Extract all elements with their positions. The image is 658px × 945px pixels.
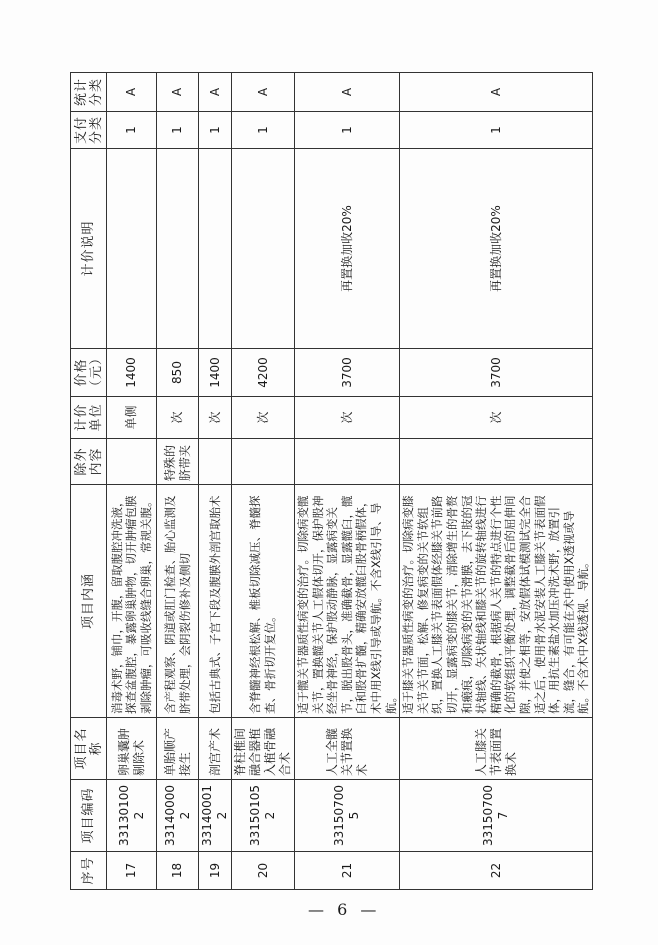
cell-stat: A [295, 73, 400, 112]
cell-excluded [232, 439, 295, 485]
cell-code: 331507005 [295, 780, 400, 852]
price-table-frame [70, 73, 591, 890]
cell-code: 331301002 [107, 780, 157, 852]
table-row [295, 73, 400, 890]
cell-seq: 22 [400, 852, 593, 890]
cell-unit: 次 [199, 397, 232, 439]
cell-unit: 单侧 [107, 397, 157, 439]
cell-price: 3700 [400, 349, 593, 397]
cell-note [107, 149, 157, 349]
cell-seq: 17 [107, 852, 157, 890]
cell-content: 包括古典式、子宫下段及腹膜外剖宫取胎术 [199, 485, 232, 718]
cell-stat: A [157, 73, 199, 112]
cell-pay: 1 [199, 112, 232, 149]
table-row [400, 73, 593, 890]
cell-pay: 1 [232, 112, 295, 149]
cell-pay: 1 [400, 112, 593, 149]
header-code: 项目编码 [71, 780, 107, 852]
table-row [107, 73, 157, 890]
table-row [157, 73, 199, 890]
header-content: 项目内涵 [71, 485, 107, 718]
cell-unit: 次 [295, 397, 400, 439]
table-row [232, 73, 295, 890]
header-price: 价格（元） [71, 349, 107, 397]
cell-unit: 次 [157, 397, 199, 439]
cell-name: 人工全髋关节置换术 [295, 718, 400, 780]
cell-note [232, 149, 295, 349]
cell-name: 剖宫产术 [199, 718, 232, 780]
cell-excluded [107, 439, 157, 485]
header-name: 项目名称 [71, 718, 107, 780]
header-stat: 统计分类 [71, 73, 107, 112]
cell-content: 含产程观察、阴道或肛门检查、胎心监测及脐带处理，会阴裂伤修补及侧切 [157, 485, 199, 718]
cell-seq: 18 [157, 852, 199, 890]
cell-excluded: 特殊的脐带夹 [157, 439, 199, 485]
cell-excluded [199, 439, 232, 485]
cell-stat: A [107, 73, 157, 112]
cell-note [199, 149, 232, 349]
header-unit: 计价单位 [71, 397, 107, 439]
cell-price: 3700 [295, 349, 400, 397]
cell-stat: A [232, 73, 295, 112]
header-seq: 序号 [71, 852, 107, 890]
cell-pay: 1 [295, 112, 400, 149]
cell-name: 单胎顺产接生 [157, 718, 199, 780]
cell-content: 含脊髓神经根松解、椎板切除减压、脊髓探查、骨折切开复位。 [232, 485, 295, 718]
cell-stat: A [199, 73, 232, 112]
cell-code: 331501052 [232, 780, 295, 852]
medical-service-price-table [70, 72, 593, 890]
cell-name: 卵巢囊肿剔除术 [107, 718, 157, 780]
cell-seq: 20 [232, 852, 295, 890]
page-number: — 6 — [308, 900, 381, 919]
cell-note: 再置换加收20% [295, 149, 400, 349]
cell-seq: 19 [199, 852, 232, 890]
table-header-row [71, 73, 107, 890]
cell-price: 1400 [107, 349, 157, 397]
cell-note: 再置换加收20% [400, 149, 593, 349]
cell-name: 脊柱椎间融合器植入植骨融合术 [232, 718, 295, 780]
cell-stat: A [400, 73, 593, 112]
cell-code: 331400012 [199, 780, 232, 852]
cell-price: 1400 [199, 349, 232, 397]
cell-seq: 21 [295, 852, 400, 890]
cell-content: 适于膝关节器质性病变的治疗。切除病变膝关节关节面，松解、修复病变的关节软组织，置换人工膝关节表面假体经膝关节前路切开，显露病变的膝关节，清除增生的骨赘和瘢痕，切除病变的关节滑膜，去下肢的冠状轴线、矢状轴线和膝关节的旋转轴线进行精确的截骨，根据病人关节的特点进行个性化的软组织平衡处理，调整截骨后的屈伸间隙，并使之相等，安放假体试模测试完全合适之后，使用骨水泥安装人工膝关节表面假体，用抗生素盐水加压冲洗术野，放置引流，缝合，有可能在术中使用X透视或导航。不含术中X线透视、导航。 [400, 485, 593, 718]
cell-name: 人工膝关节表面置换术 [400, 718, 593, 780]
header-excluded: 除外内容 [71, 439, 107, 485]
cell-unit: 次 [400, 397, 593, 439]
cell-pay: 1 [107, 112, 157, 149]
cell-code: 331400002 [157, 780, 199, 852]
cell-excluded [400, 439, 593, 485]
table-row [199, 73, 232, 890]
cell-excluded [295, 439, 400, 485]
cell-note [157, 149, 199, 349]
header-note: 计价说明 [71, 149, 107, 349]
cell-unit: 次 [232, 397, 295, 439]
cell-price: 4200 [232, 349, 295, 397]
header-pay: 支付分类 [71, 112, 107, 149]
cell-content: 消毒术野，铺巾，开腹，留取腹腔冲洗液，探查盆腹腔，暴露卵巢肿物，切开肿瘤包膜剥除肿瘤，可吸收线缝合卵巢，常规关腹。 [107, 485, 157, 718]
cell-code: 331507007 [400, 780, 593, 852]
cell-pay: 1 [157, 112, 199, 149]
cell-price: 850 [157, 349, 199, 397]
cell-content: 适于髋关节器质性病变的治疗。切除病变髋关节，置换髋关节人工假体切开，保护股神经坐骨神经，保护股动静脉，显露病变关节，脱出股骨头，准确截骨，显露髋臼，髋臼和股骨扩髓，精确安放髋臼股骨柄假体，术中用X线引导或导航。不含X线引导、导航。 [295, 485, 400, 718]
